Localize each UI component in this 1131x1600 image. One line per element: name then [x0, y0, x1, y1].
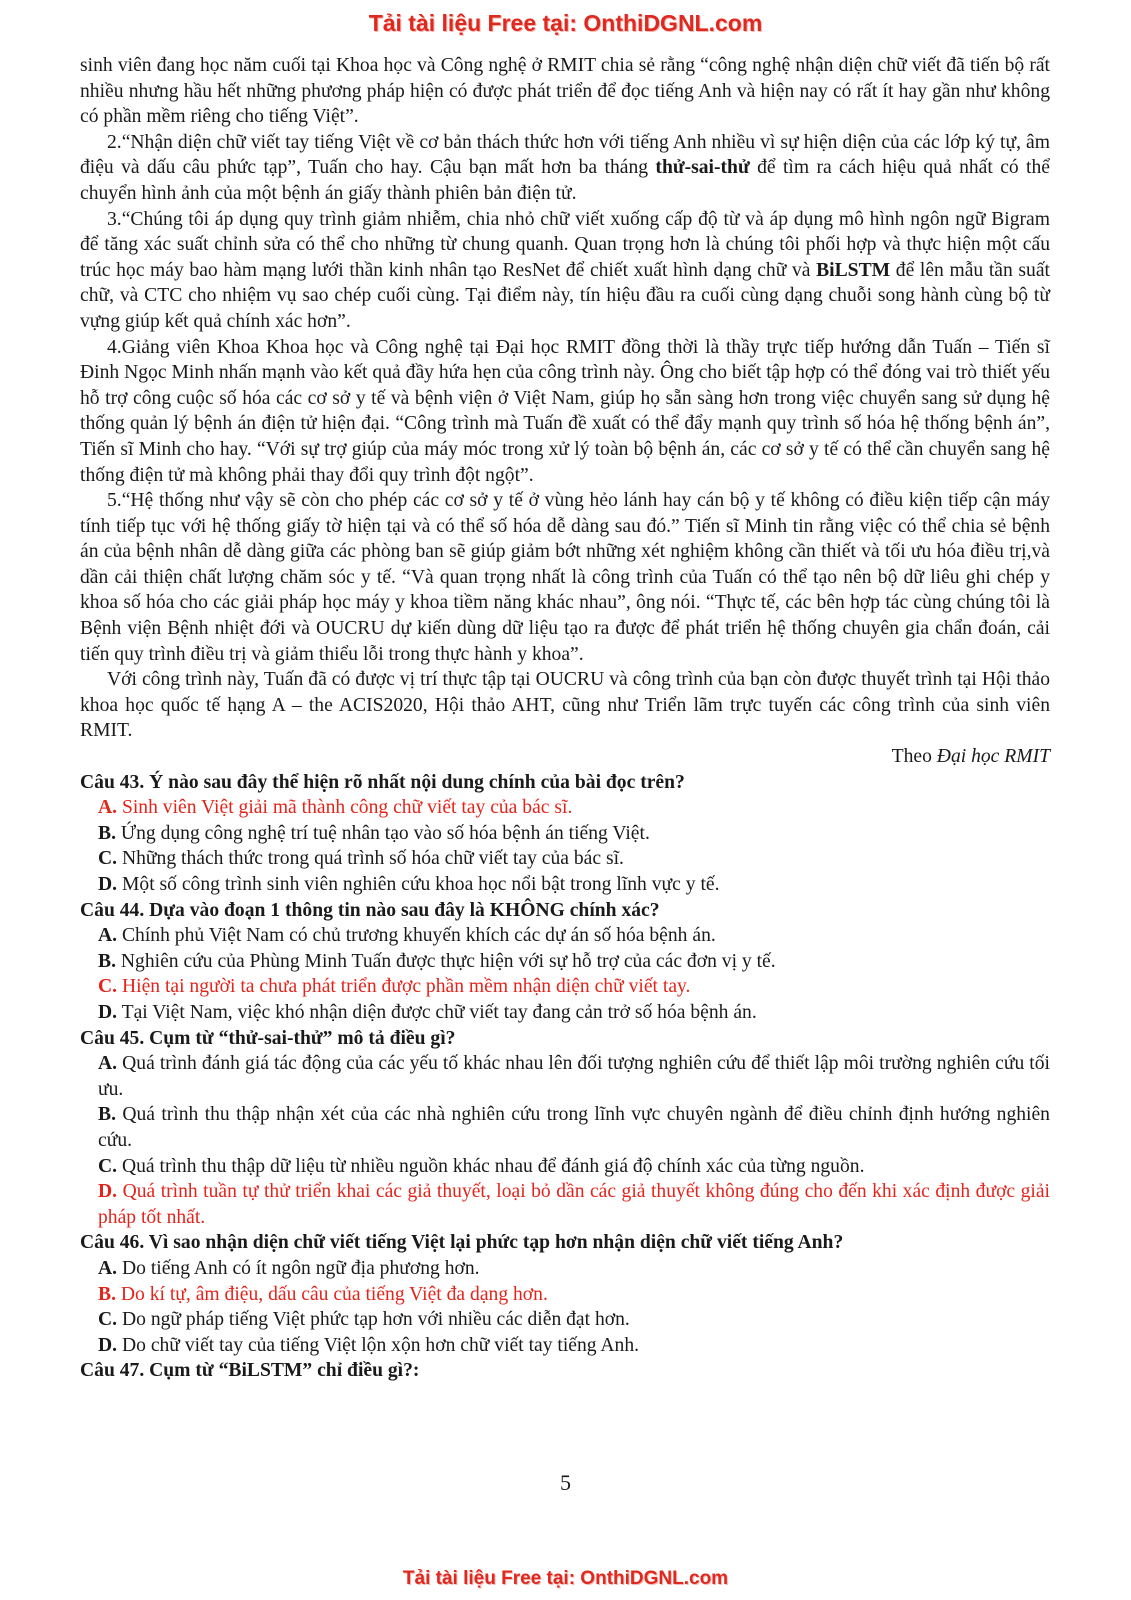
question-title: Câu 45. Cụm từ “thử-sai-thử” mô tả điều gì?: [80, 1027, 456, 1049]
answer-option-correct: B. Do kí tự, âm điệu, dấu câu của tiếng Việt đa dạng hơn.: [98, 1283, 548, 1305]
question-title: Câu 44. Dựa vào đoạn 1 thông tin nào sau đây là KHÔNG chính xác?: [80, 899, 660, 921]
answer-option: B. Quá trình thu thập nhận xét của các nhà nghiên cứu trong lĩnh vực chuyên ngành để điều chỉnh định hướng nghiên cứu.: [98, 1104, 1050, 1151]
passage-paragraph: 5.“Hệ thống như vậy sẽ còn cho phép các cơ sở y tế ở vùng hẻo lánh hay cán bộ y tế không có điều kiện tiếp cận máy tính tiếp tục với hệ thống giấy tờ hiện tại và có thể số hóa dễ dàng sau đó.” Tiến sĩ Minh tin rằng việc có thể chia sẻ bệnh án của bệnh nhân dễ dàng giữa các phòng ban sẽ giúp giảm bớt những xét nghiệm không cần thiết và tối ưu hóa điều trị,và dần cải thiện chất lượng chăm sóc y tế. “Và quan trọng nhất là công trình của Tuấn có thể tạo nên bộ dữ liêu ghi chép y khoa số hóa cho các giải pháp học máy y khoa tiềm năng khác nhau”, ông nói. “Thực tế, các bên hợp tác cùng chúng tôi là Bệnh viện Bệnh nhiệt đới và OUCRU dự kiến dùng dữ liệu tạo ra được để phát triển hệ thống chuyên gia chẩn đoán, cải tiến quy trình điều trị và giảm thiểu lỗi trong thực hành y khoa”.: [80, 490, 1050, 665]
source-citation: Theo Đại học RMIT: [891, 746, 1050, 768]
passage-paragraph: 2.“Nhận diện chữ viết tay tiếng Việt về cơ bản thách thức hơn với tiếng Anh nhiều vì sự hiện diện của các lớp ký tự, âm điệu và dấu câu phức tạp”, Tuấn cho hay. Cậu bạn mất hơn ba tháng thử-sai-thử để tìm ra cách hiệu quả nhất có thể chuyển hình ảnh của một bệnh án giấy thành phiên bản điện tử.: [80, 131, 1050, 204]
page-number: 5: [560, 1470, 571, 1495]
answer-option: C. Do ngữ pháp tiếng Việt phức tạp hơn với nhiều các diễn đạt hơn.: [98, 1309, 630, 1331]
answer-option-correct: C. Hiện tại người ta chưa phát triển được phần mềm nhận diện chữ viết tay.: [98, 976, 691, 998]
answer-option: A. Quá trình đánh giá tác động của các yếu tố khác nhau lên đối tượng nghiên cứu để thiết lập môi trường nghiên cứu tối ưu.: [98, 1053, 1050, 1100]
answer-option-correct: A. Sinh viên Việt giải mã thành công chữ viết tay của bác sĩ.: [98, 797, 573, 819]
bold-term: thử-sai-thử: [655, 157, 750, 179]
passage-paragraph: 4.Giảng viên Khoa Khoa học và Công nghệ tại Đại học RMIT đồng thời là thầy trực tiếp hướng dẫn Tuấn – Tiến sĩ Đinh Ngọc Minh nhấn mạnh vào kết quả đầy hứa hẹn của công trình này. Ông cho biết tập hợp có thể đóng vai trò thiết yếu hỗ trợ công cuộc số hóa các cơ sở y tế và bệnh viện ở Việt Nam, giúp họ sẵn sàng hơn trong việc chuyển sang sử dụng hệ thống quản lý bệnh án điện tử hiện đại. “Công trình mà Tuấn đề xuất có thể đẩy mạnh quy trình số hóa hệ thống bệnh án”, Tiến sĩ Minh cho hay. “Với sự trợ giúp của máy móc trong xử lý toàn bộ bệnh án, các cơ sở y tế có thể cần chuyển sang hệ thống điện tử mà không phải thay đổi quy trình đột ngột”.: [80, 336, 1050, 486]
question-title: Câu 47. Cụm từ “BiLSTM” chỉ điều gì?:: [80, 1360, 420, 1382]
answer-option: D. Tại Việt Nam, việc khó nhận diện được chữ viết tay đang cản trở số hóa bệnh án.: [98, 1001, 757, 1023]
answer-option: D. Một số công trình sinh viên nghiên cứu khoa học nổi bật trong lĩnh vực y tế.: [98, 874, 720, 895]
question-title: Câu 43. Ý nào sau đây thể hiện rõ nhất nội dung chính của bài đọc trên?: [80, 771, 685, 793]
question-title: Câu 46. Vì sao nhận diện chữ viết tiếng Việt lại phức tạp hơn nhận diện chữ viết tiếng Anh?: [80, 1232, 844, 1254]
answer-option: A. Chính phủ Việt Nam có chủ trương khuyến khích các dự án số hóa bệnh án.: [98, 925, 716, 947]
answer-option: A. Do tiếng Anh có ít ngôn ngữ địa phương hơn.: [98, 1257, 480, 1279]
passage-paragraph: 3.“Chúng tôi áp dụng quy trình giảm nhiễm, chia nhỏ chữ viết xuống cấp độ từ và áp dụng mô hình ngôn ngữ Bigram để tăng xác suất chỉnh sửa có thể cho những từ chung quanh. Quan trọng hơn là chúng tôi phối hợp và thực hiện một cấu trúc học máy bao hàm mạng lưới thần kinh nhân tạo ResNet để chiết xuất hình dạng chữ và BiLSTM để lên mẫu tần suất chữ, và CTC cho nhiệm vụ sao chép cuối cùng. Tại điểm này, tín hiệu đầu ra cuối cùng dạng chuỗi song hành cùng bộ từ vựng giúp kết quả chính xác hơn”.: [80, 208, 1050, 332]
footer-watermark: Tải tài liệu Free tại: OnthiDGNL.com: [402, 1568, 729, 1589]
answer-option: B. Ứng dụng công nghệ trí tuệ nhân tạo vào số hóa bệnh án tiếng Việt.: [98, 822, 650, 844]
answer-option: D. Do chữ viết tay của tiếng Việt lộn xộn hơn chữ viết tay tiếng Anh.: [98, 1334, 640, 1356]
answer-option-correct: D. Quá trình tuần tự thử triển khai các giả thuyết, loại bỏ dần các giả thuyết không đúng cho đến khi xác định được giải pháp tốt nhất.: [98, 1181, 1050, 1228]
passage-paragraph: Với công trình này, Tuấn đã có được vị trí thực tập tại OUCRU và công trình của bạn còn được thuyết trình tại Hội thảo khoa học quốc tế hạng A – the ACIS2020, Hội thảo AHT, cũng như Triển lãm trực tuyến các công trình của sinh viên RMIT.: [80, 669, 1050, 742]
header-watermark: Tải tài liệu Free tại: OnthiDGNL.com: [368, 10, 763, 36]
bold-term: BiLSTM: [816, 259, 891, 281]
document-body: [80, 53, 1050, 1384]
answer-option: C. Quá trình thu thập dữ liệu từ nhiều nguồn khác nhau để đánh giá độ chính xác của từng nguồn.: [98, 1155, 865, 1177]
answer-option: C. Những thách thức trong quá trình số hóa chữ viết tay của bác sĩ.: [98, 848, 624, 870]
passage-paragraph: sinh viên đang học năm cuối tại Khoa học và Công nghệ ở RMIT chia sẻ rằng “công nghệ nhận diện chữ viết đã tiến bộ rất nhiều nhưng hầu hết những phương pháp hiện có được phát triển để đọc tiếng Anh và hiện nay có rất ít hay gần như không có phần mềm riêng cho tiếng Việt”.: [80, 55, 1050, 128]
answer-option: B. Nghiên cứu của Phùng Minh Tuấn được thực hiện với sự hỗ trợ của các đơn vị y tế.: [98, 950, 776, 972]
